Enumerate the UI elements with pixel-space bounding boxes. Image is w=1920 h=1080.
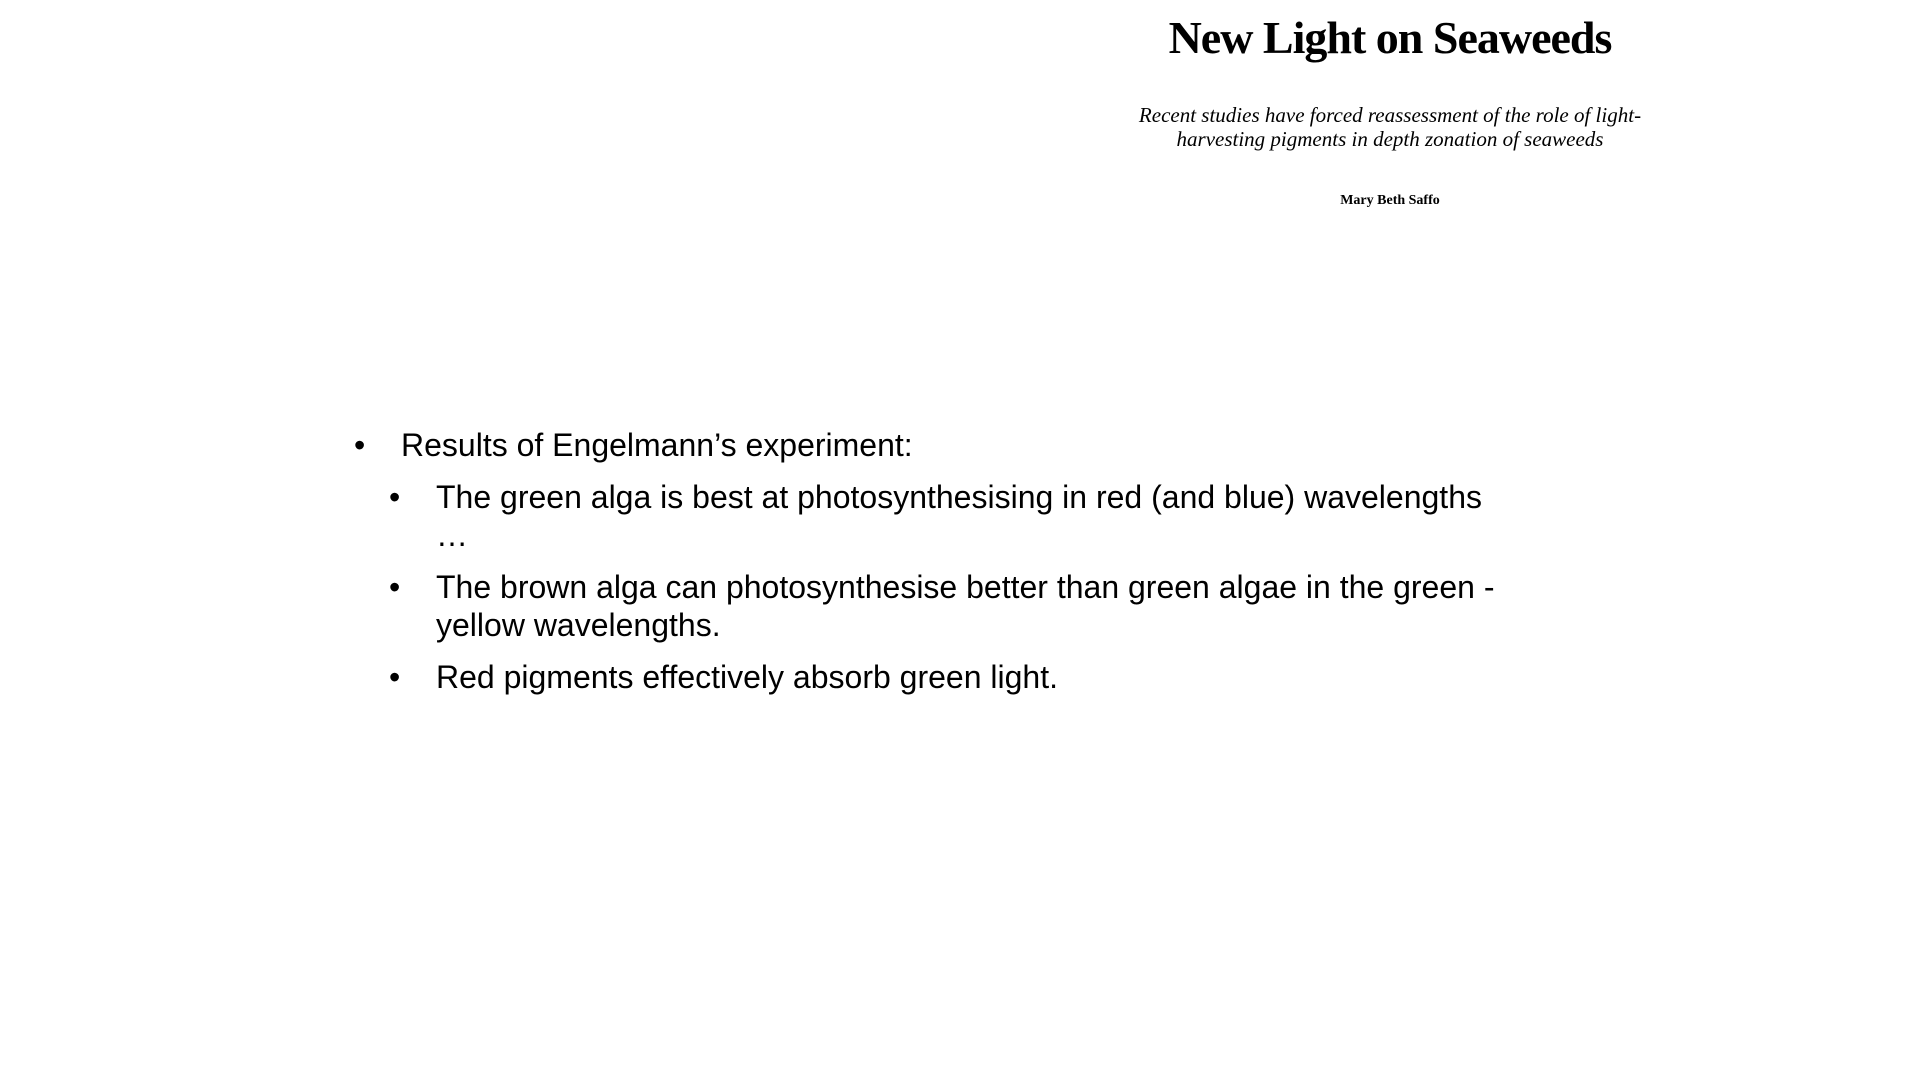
article-subtitle-line-1: Recent studies have forced reassessment of the role of light-	[1138, 103, 1642, 127]
bullet-subitem	[350, 478, 1600, 554]
bullet-subitem	[350, 658, 1600, 696]
bullet-subitem-text: The green alga is best at photosynthesising in red (and blue) wavelengths …	[436, 479, 1482, 553]
bullet-icon: •	[389, 659, 401, 695]
article-header-clipping	[1100, 10, 1680, 209]
article-subtitle-line-2: harvesting pigments in depth zonation of seaweeds	[1176, 127, 1604, 151]
bullet-icon: •	[354, 427, 366, 463]
article-title: New Light on Seaweeds	[1168, 12, 1612, 63]
bullet-item-heading	[350, 426, 1600, 464]
bullet-icon: •	[389, 569, 401, 605]
bullet-subitem-text: The brown alga can photosynthesise better than green algae in the green - yellow wavelengths.	[436, 569, 1495, 643]
bullet-heading-text: Results of Engelmann’s experiment:	[401, 427, 913, 463]
bullet-icon: •	[389, 479, 401, 515]
bullet-list	[350, 426, 1600, 696]
article-subtitle	[1100, 103, 1680, 151]
article-author: Mary Beth Saffo	[1340, 193, 1440, 208]
bullet-subitem-text: Red pigments effectively absorb green light.	[436, 659, 1058, 695]
bullet-subitem	[350, 568, 1600, 644]
